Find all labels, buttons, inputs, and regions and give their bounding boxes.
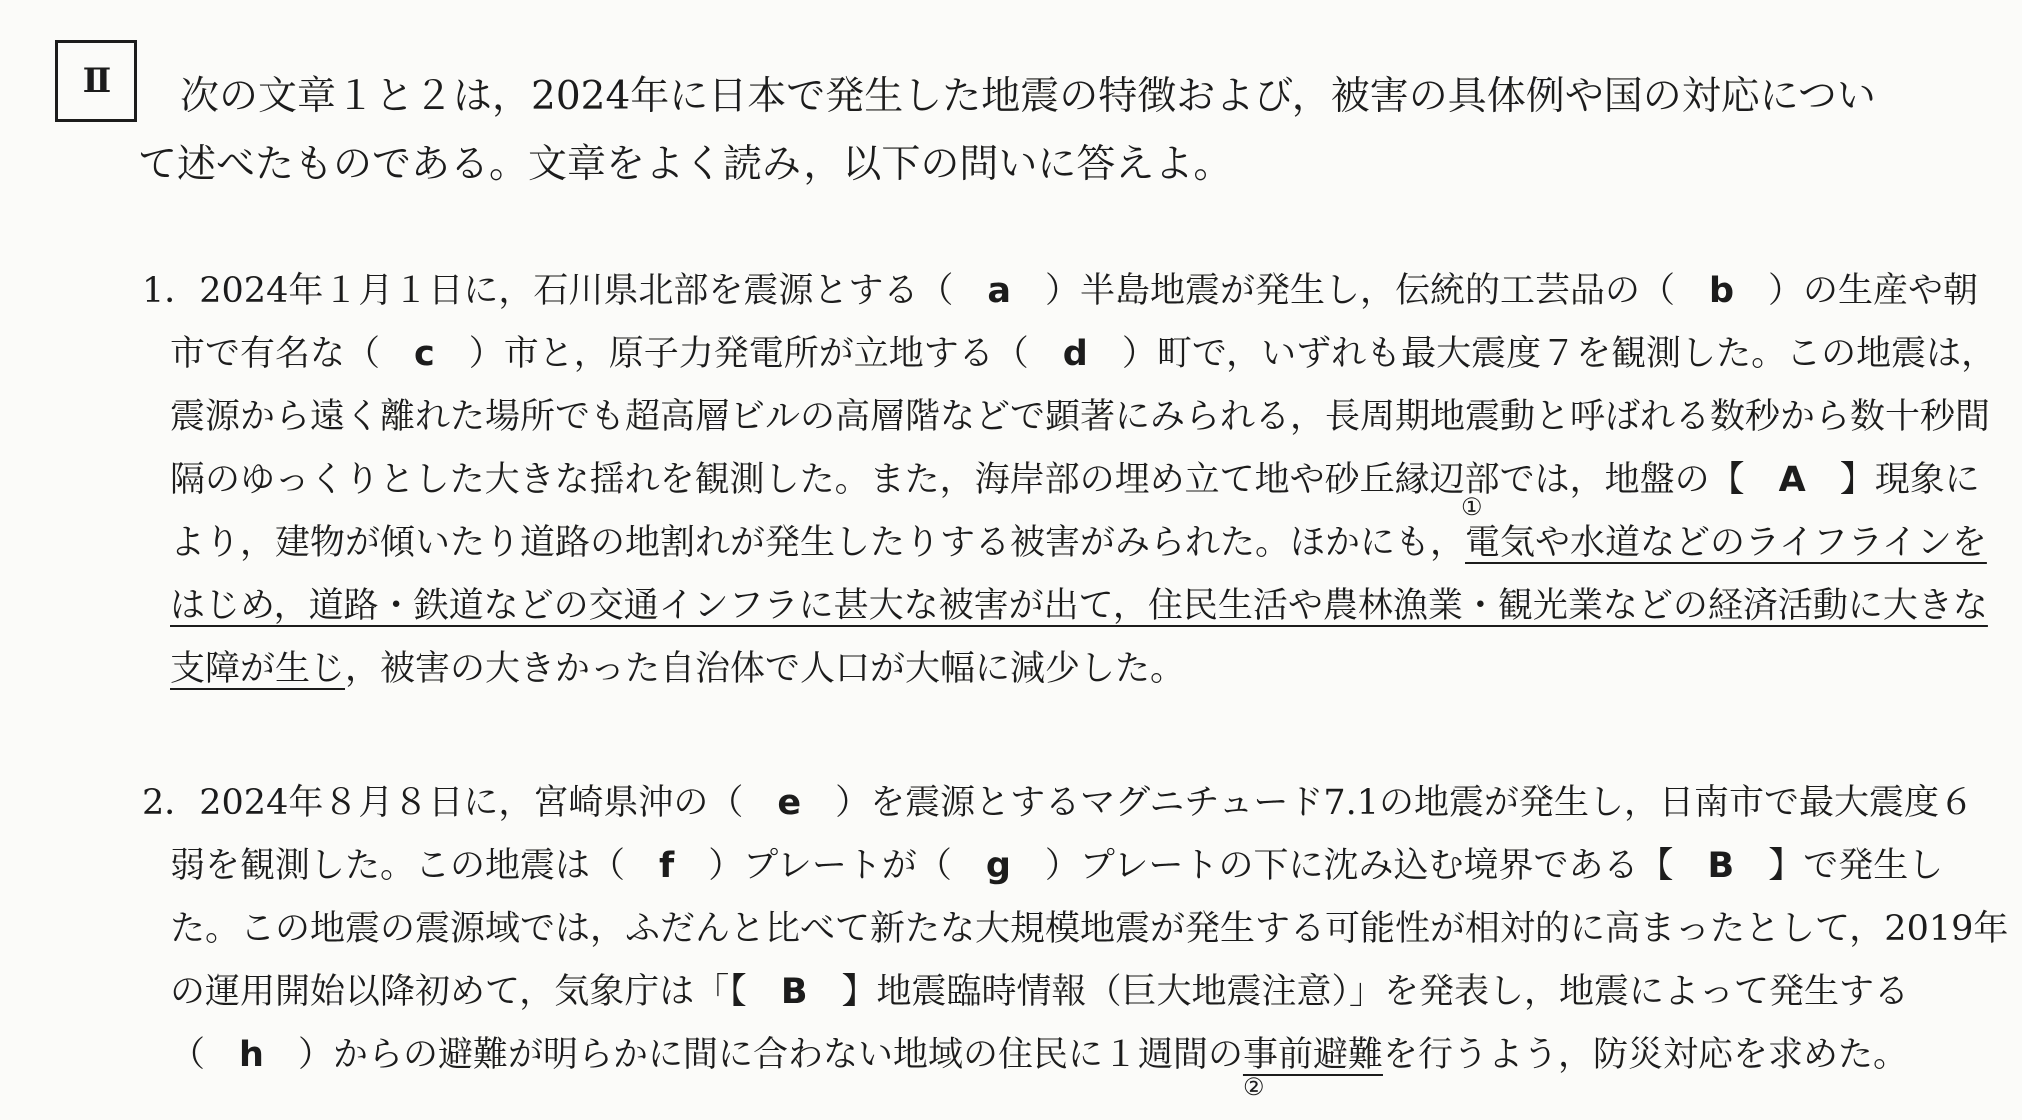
blank-h: h [239,1035,264,1075]
underlined-phrase-1c: 支障が生じ [170,649,346,689]
passage-1-line-6 [142,575,2002,638]
marker-2: ② [1242,1073,1265,1101]
blank-B: B [1707,846,1735,886]
passage-2-line-2: 弱を観測した。この地震は（ f ）プレートが（ g ）プレートの下に沈み込む境界である【 B 】で発生し [170,846,1944,886]
blank-g: g [985,846,1011,886]
passage-1-line-3: 震源から遠く離れた場所でも超高層ビルの高層階などで顕著にみられる，長周期地震動と呼ばれる数秒から数十秒間 [170,397,1991,437]
passage-1-line-2: 市で有名な（ c ）市と，原子力発電所が立地する（ d ）町で，いずれも最大震度７を観測した。この地震は， [170,334,1997,374]
blank-e: e [777,783,802,823]
passage-2-line-5: （ h ）からの避難が明らかに間に合わない地域の住民に１週間の ② 事前避難を行うよう，防災対応を求めた。 [170,1035,1908,1101]
passage-1-line-4: 隔のゆっくりとした大きな揺れを観測した。また，海岸部の埋め立て地や砂丘縁辺部では，地盤の【 A 】現象に [170,460,1980,500]
blank-d: d [1062,334,1088,374]
blank-b: b [1708,271,1735,311]
section-number-box [55,40,137,122]
underlined-phrase-1a: 電気や水道などのライフラインを [1465,523,1987,563]
underlined-phrase-1b: はじめ，道路・鉄道などの交通インフラに甚大な被害が出て，住民生活や農林漁業・観光業などの経済活動に大きな [170,586,1988,626]
blank-a: a [987,271,1011,311]
passage-1-line-7: 支障が生じ，被害の大きかった自治体で人口が大幅に減少した。 [170,649,1186,689]
underlined-phrase-2: 事前避難 [1242,1035,1383,1075]
passage-1-line-5: より，建物が傾いたり道路の地割れが発生したりする被害がみられた。ほかにも， ① 電気や水道などのライフラインを [170,493,1987,563]
blank-c: c [414,334,435,374]
passage-2 [142,772,2009,1101]
blank-f: f [659,846,675,886]
intro-line-2: て述べたものである。文章をよく読み，以下の問いに答えよ。 [138,142,1233,187]
section-number: Ⅱ [82,61,110,101]
passage-2-line-4: の運用開始以降初めて，気象庁は「【 B 】地震臨時情報（巨大地震注意）」を発表し，地震によって発生する [170,972,1910,1012]
passage-1 [142,260,2002,701]
intro-line-1: 次の文章１と２は，2024年に日本で発生した地震の特徴および，被害の具体例や国の対応につい [180,74,1876,119]
passage-1-line-1: 1．2024年１月１日に，石川県北部を震源とする（ a ）半島地震が発生し，伝統的工芸品の（ b ）の生産や朝 [142,271,1979,311]
passage-2-line-1: 2．2024年８月８日に，宮崎県沖の（ e ）を震源とするマグニチュード7.1の地震が発生し，日南市で最大震度６ [142,783,1975,823]
intro-text [138,63,1998,199]
blank-A: A [1778,460,1806,500]
marker-1: ① [1461,493,1483,521]
passage-2-line-3: た。この地震の震源域では，ふだんと比べて新たな大規模地震が発生する可能性が相対的に高まったとして，2019年 [170,909,2009,949]
blank-B-2: B [780,972,808,1012]
